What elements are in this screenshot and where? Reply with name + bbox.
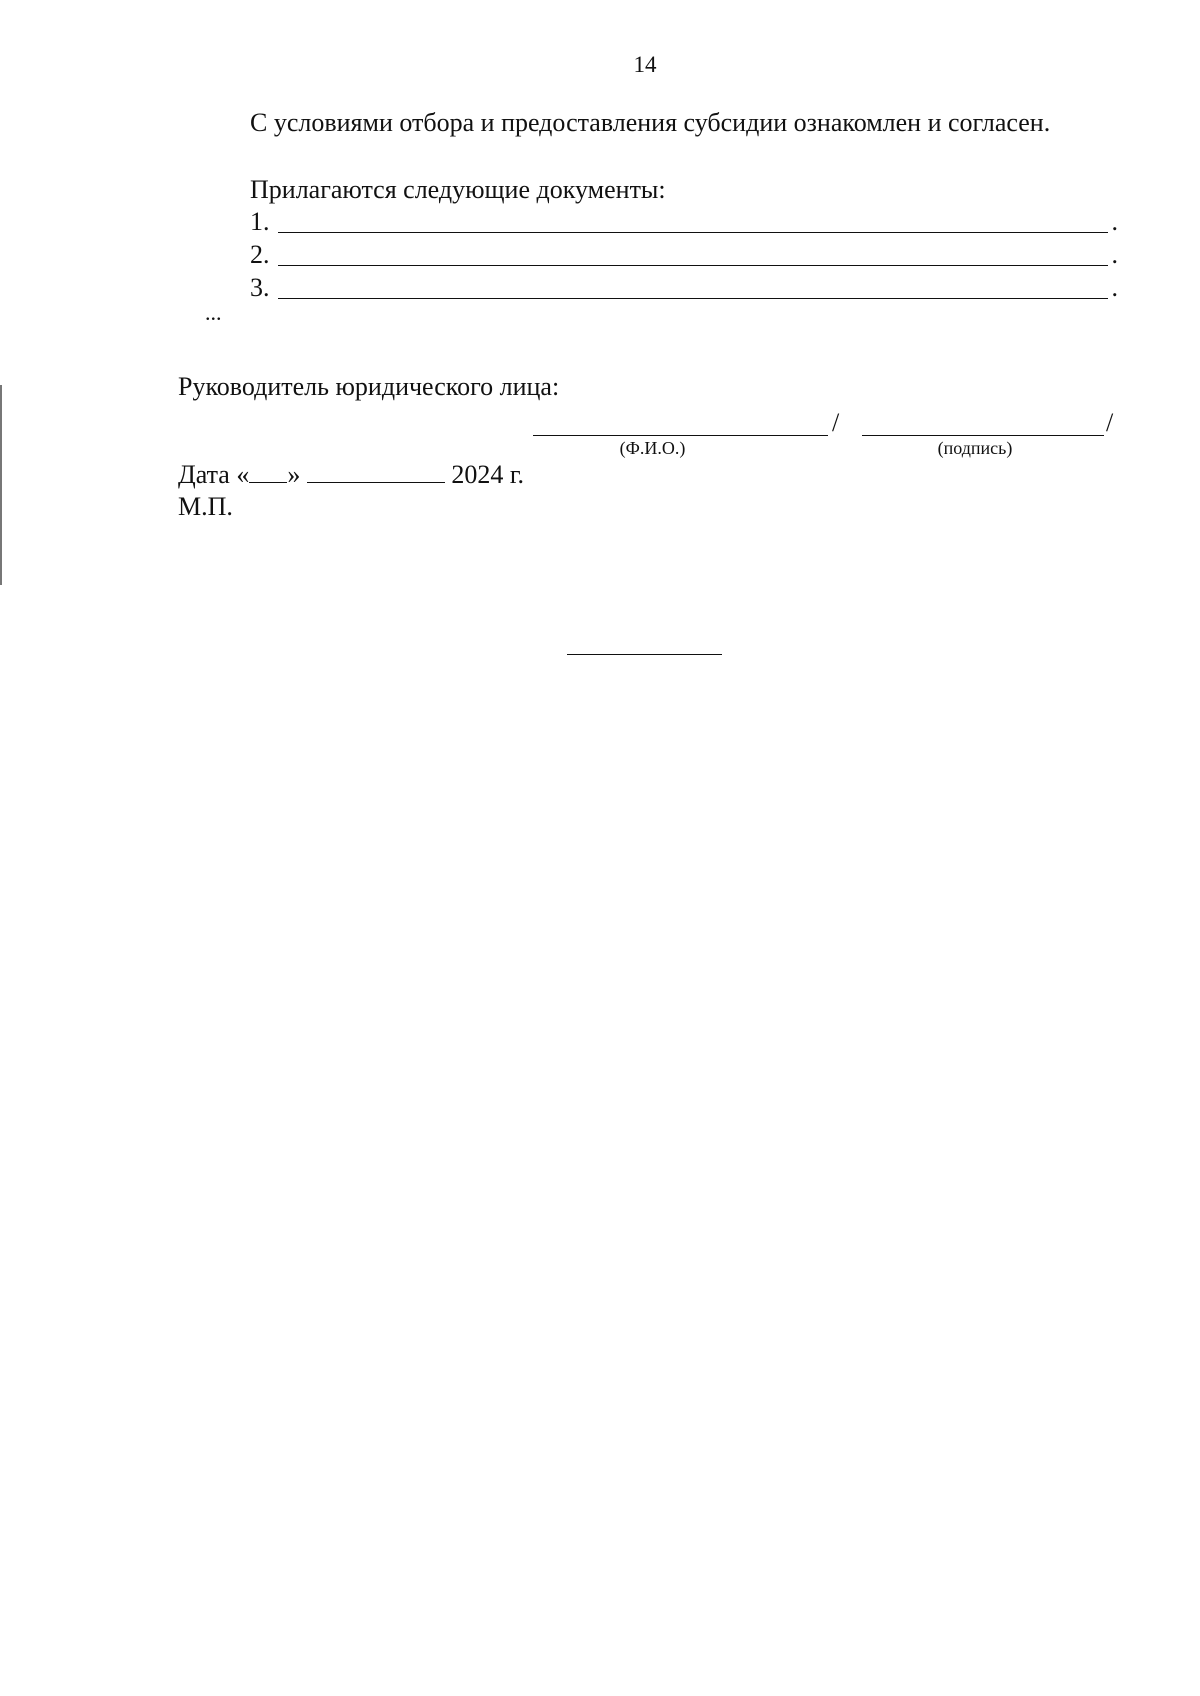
attachment-number: 3. (250, 273, 270, 302)
attachments-ellipsis: ... (205, 300, 222, 325)
signature-slash: / (1106, 408, 1114, 437)
attachments-heading: Прилагаются следующие документы: (250, 175, 666, 204)
attachment-end: . (1111, 207, 1118, 236)
name-slash: / (832, 408, 840, 437)
signature-blank (862, 435, 1104, 436)
attachment-line-1 (250, 207, 1118, 237)
day-blank (249, 460, 287, 483)
margin-mark (0, 385, 2, 585)
end-rule (567, 654, 722, 655)
attachment-blank (278, 298, 1108, 299)
month-blank (307, 460, 445, 483)
signatory-label: Руководитель юридического лица: (178, 372, 560, 401)
name-blank (533, 435, 828, 436)
date-year: 2024 г. (451, 460, 525, 489)
attachment-end: . (1111, 273, 1118, 302)
attachment-line-2 (250, 240, 1118, 270)
attachment-end: . (1111, 240, 1118, 269)
name-caption: (Ф.И.О.) (619, 438, 686, 458)
page-number: 14 (633, 52, 657, 77)
date-line (178, 460, 524, 490)
date-prefix: Дата « (178, 460, 250, 489)
agreement-statement: С условиями отбора и предоставления субсидии ознакомлен и согласен. (250, 108, 1051, 137)
attachment-number: 2. (250, 240, 270, 269)
attachment-line-3 (250, 273, 1118, 303)
attachment-blank (278, 232, 1108, 233)
date-quote-close: » (287, 460, 301, 489)
attachment-number: 1. (250, 207, 270, 236)
stamp-label: М.П. (178, 492, 233, 521)
signature-caption: (подпись) (937, 438, 1013, 458)
attachment-blank (278, 265, 1108, 266)
